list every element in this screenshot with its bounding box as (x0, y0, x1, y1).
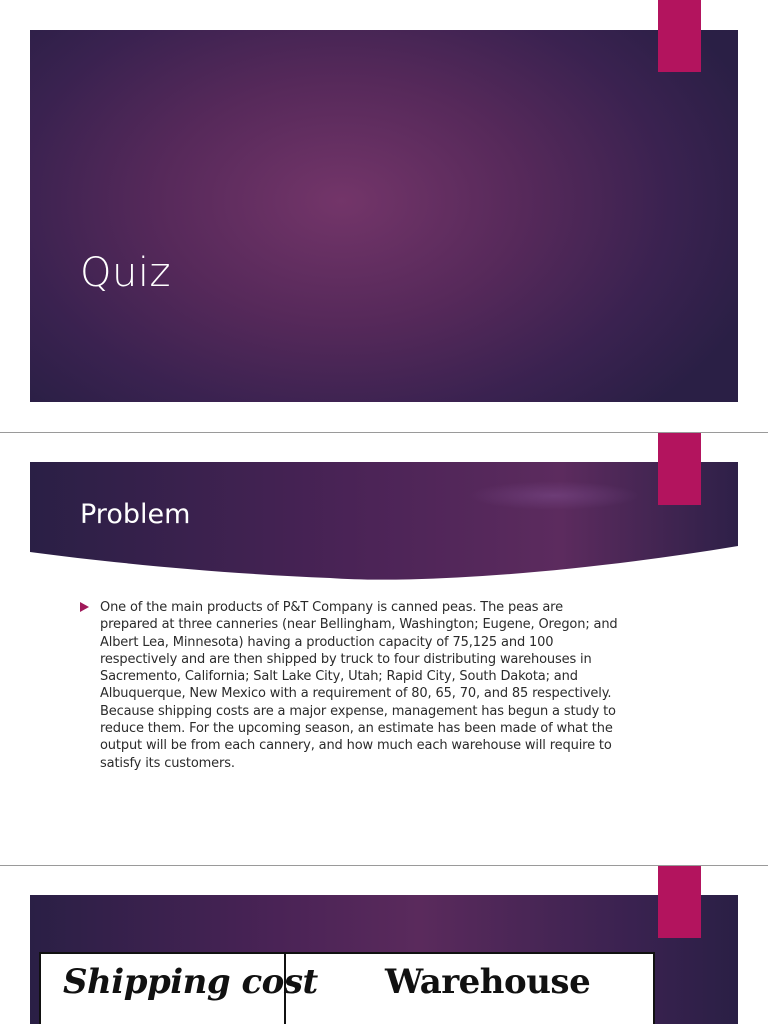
slide-shipping-table (0, 866, 768, 1024)
slide-problem (0, 433, 768, 865)
title-banner (30, 30, 738, 402)
slide-title: Problem (80, 499, 191, 530)
accent-tab (658, 866, 701, 938)
bullet-triangle-icon (80, 602, 89, 612)
problem-text: One of the main products of P&T Company is canned peas. The peas are prepared at three canneries (near Bellingham, Washington; Eugene, Oregon; and Albert Lea, Minnesota) having a production capacity of 75,125 and 100 respectively and are then shipped by truck to four distributing warehouses in Sacremento, California; Salt Lake City, Utah; Rapid City, South Dakota; and Albuquerque, New Mexico with a requirement of 80, 65, 70, and 85 respectively. Because shipping costs are a major expense, management has begun a study to reduce them. For the upcoming season, an estimate has been made of what the output will be from each cannery, and how much each warehouse will require to satisfy its customers. (100, 600, 618, 771)
slide-body (80, 599, 620, 772)
slide-title: Quiz (80, 250, 171, 296)
accent-tab (658, 433, 701, 505)
shipping-cost-table (39, 952, 655, 1024)
table-header-warehouse: Warehouse (385, 962, 591, 1002)
table-header-shipping-cost: Shipping cost (63, 962, 318, 1002)
accent-tab (658, 0, 701, 72)
slide-quiz (0, 0, 768, 432)
